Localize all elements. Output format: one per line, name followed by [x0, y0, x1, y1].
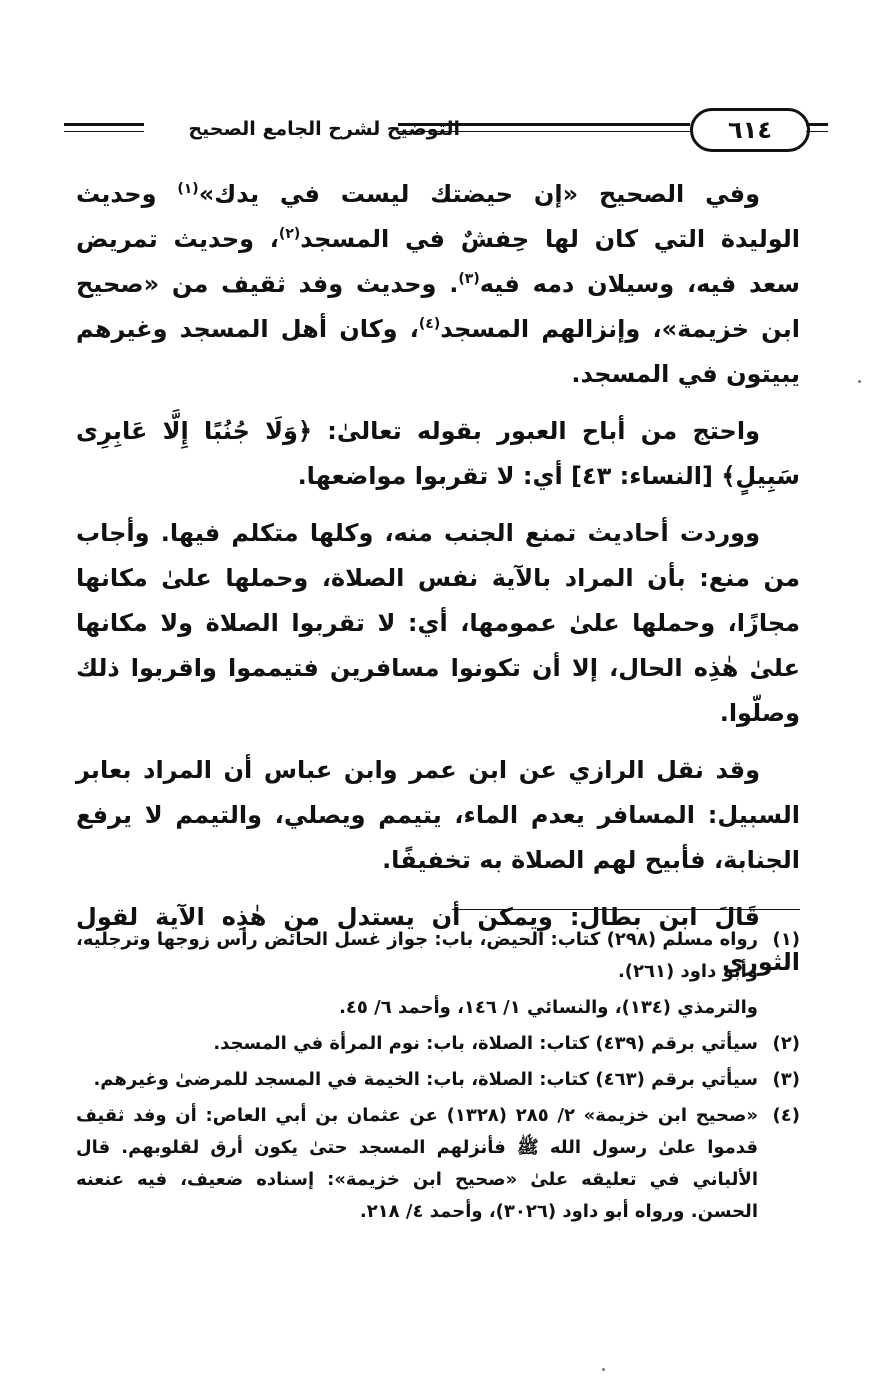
paragraph [76, 748, 800, 883]
text-run: وحديث الوليدة التي كان لها حِفشٌ في المسجد [76, 180, 801, 253]
footnote-number: (١) [772, 929, 800, 950]
running-title: التوضيح لشرح الجامع الصحيح [188, 118, 460, 140]
text-run: ووردت أحاديث تمنع الجنب منه، وكلها متكلم فيها. وأجاب من منع: بأن المراد بالآية نفس الصلاة، وحملها علىٰ مكانها مجازًا، وحملها علىٰ عمومها، أي: لا تقربوا الصلاة ولا مكانها علىٰ هٰذِه الحال، إلا أن تكونوا مسافرين فتيمموا واقربوا ذلك وصلّوا. [76, 519, 800, 727]
footnote-text: رواه مسلم (٢٩٨) كتاب: الحيض، باب: جواز غسل الحائض رأس زوجها وترجليه، وأبو داود (٢٦١). [76, 929, 758, 982]
scan-speck [602, 1368, 605, 1371]
header-rule-right-top [806, 123, 828, 126]
footnotes [76, 924, 800, 1232]
text-run: ، وكان أهل المسجد وغيرهم يبيتون في المسجد. [76, 315, 800, 388]
paragraph [76, 409, 800, 499]
paragraph [76, 511, 800, 736]
scan-speck [858, 380, 861, 383]
header-rule-mid-bottom [398, 131, 690, 132]
footnote-ref[interactable]: (٢) [278, 226, 301, 242]
footnote-number: (٣) [772, 1069, 800, 1090]
footnote-continuation: والترمذي (١٣٤)، والنسائي ١/ ١٤٦، وأحمد ٦/ ٤٥. [339, 997, 758, 1018]
text-run: ، وحديث تمريض سعد فيه، وسيلان دمه فيه [76, 225, 801, 298]
page-number: ٦١٤ [690, 108, 810, 152]
footnote [76, 1064, 800, 1096]
footnote-ref[interactable]: (١) [177, 181, 199, 197]
header-rule-mid-top [398, 123, 690, 126]
footnote-separator [452, 909, 800, 910]
footnote-text: سيأتي برقم (٤٣٩) كتاب: الصلاة، باب: نوم المرأة في المسجد. [213, 1033, 758, 1054]
main-text [76, 172, 800, 997]
text-run: وفي الصحيح «إن حيضتك ليست في يدك» [198, 180, 761, 208]
footnote-ref[interactable]: (٣) [458, 271, 480, 287]
page-header [60, 108, 800, 154]
text-run: . وحديث وفد ثقيف من «صحيح ابن خزيمة»، وإنزالهم المسجد [76, 270, 801, 343]
header-rule-right-bottom [806, 131, 828, 132]
text-run: واحتج من أباح العبور بقوله تعالىٰ: ﴿وَلَا جُنُبًا إِلَّا عَابِرِى سَبِيلٍ﴾ [النساء: ٤٣] أي: لا تقربوا مواضعها. [76, 417, 800, 490]
header-rule-left-top [64, 123, 144, 126]
footnote [76, 1028, 800, 1060]
header-rule-left-bottom [64, 131, 144, 132]
paragraph [76, 172, 800, 397]
footnote-number: (٤) [772, 1105, 800, 1126]
footnote-ref[interactable]: (٤) [418, 316, 441, 332]
footnote [76, 924, 800, 988]
text-run: وقد نقل الرازي عن ابن عمر وابن عباس أن المراد بعابر السبيل: المسافر يعدم الماء، يتيمم ويصلي، والتيمم لا يرفع الجنابة، فأبيح لهم الصلاة به تخفيفًا. [76, 756, 800, 874]
footnote-text: سيأتي برقم (٤٦٣) كتاب: الصلاة، باب: الخيمة في المسجد للمرضىٰ وغيرهم. [93, 1069, 758, 1090]
footnote [76, 1100, 800, 1228]
footnote-text: «صحيح ابن خزيمة» ٢/ ٢٨٥ (١٣٢٨) عن عثمان بن أبي العاص: أن وفد ثقيف قدموا علىٰ رسول الله ﷺ فأنزلهم المسجد حتىٰ يكون أرق لقلوبهم. قال الألباني في تعليقه علىٰ «صحيح ابن خزيمة»: إسناده ضعيف، فيه عنعنه الحسن. ورواه أبو داود (٣٠٢٦)، وأحمد ٤/ ٢١٨. [76, 1105, 759, 1222]
footnote-number: (٢) [772, 1033, 800, 1054]
text-run: قَالَ ابن بطال: ويمكن أن يستدل من هٰذِه الآية لقول الثوري [76, 903, 800, 976]
